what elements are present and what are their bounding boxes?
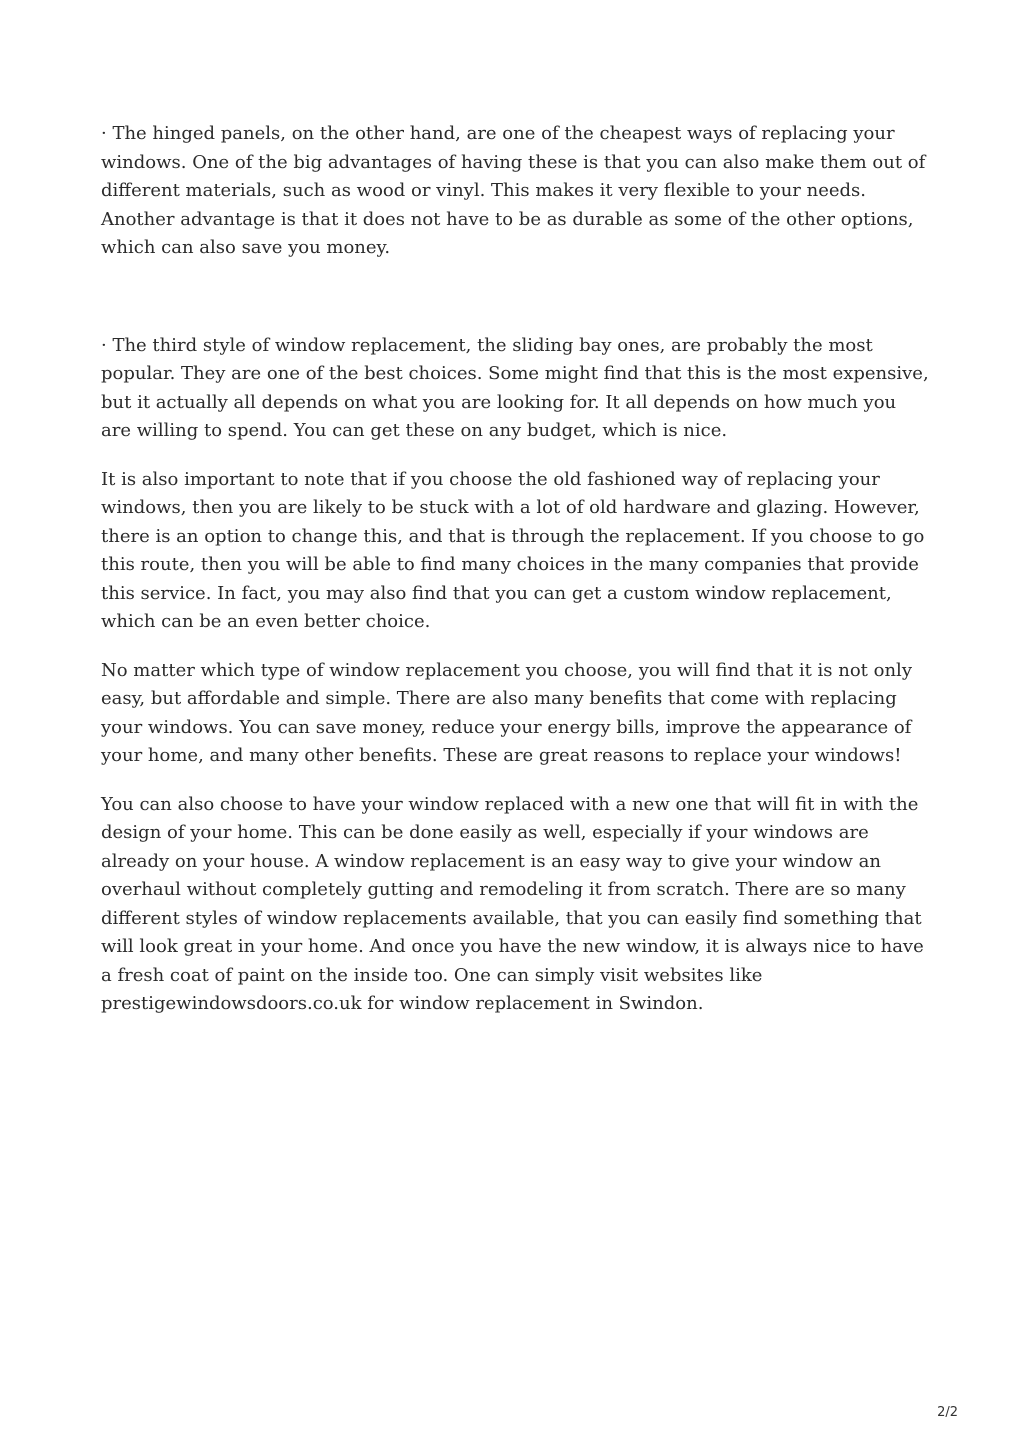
page-number: 2/2 [937,1405,958,1420]
paragraph-benefits: No matter which type of window replacement you choose, you will find that it is not only easy, but affordable and simple. There are also many benefits that come with replacing your windows. You can save money, reduce your energy bills, improve the appearance of your home, and many other benefits. These are great reasons to replace your windows! [101,659,912,766]
paragraph-old-fashioned-way: It is also important to note that if you choose the old fashioned way of replacing your windows, then you are likely to be stuck with a lot of old hardware and glazing. However, there is an option to change this, and that is through the replacement. If you choose to go this route, then you will be able to find many choices in the many companies that provide this service. In fact, you may also find that you can get a custom window replacement, which can be an even better choice. [101,468,925,632]
document-body [101,120,931,1019]
paragraph-new-window: You can also choose to have your window replaced with a new one that will fit in with the design of your home. This can be done easily as well, especially if your windows are already on your house. A window replacement is an easy way to give your window an overhaul without completely gutting and remodeling it from scratch. There are so many different styles of window replacements available, that you can easily find something that will look great in your home. And once you have the new window, it is always nice to have a fresh coat of paint on the inside too. One can simply visit websites like prestigewindowsdoors.co.uk for window replacement in Swindon. [101,793,924,1014]
paragraph-sliding-bay: · The third style of window replacement, the sliding bay ones, are probably the most popular. They are one of the best choices. Some might find that this is the most expensive, but it actually all depends on what you are looking for. It all depends on how much you are willing to spend. You can get these on any budget, which is nice. [101,334,929,441]
paragraph-hinged-panels: · The hinged panels, on the other hand, are one of the cheapest ways of replacing your windows. One of the big advantages of having these is that you can also make them out of different materials, such as wood or vinyl. This makes it very flexible to your needs. Another advantage is that it does not have to be as durable as some of the other options, which can also save you money. [101,123,926,258]
